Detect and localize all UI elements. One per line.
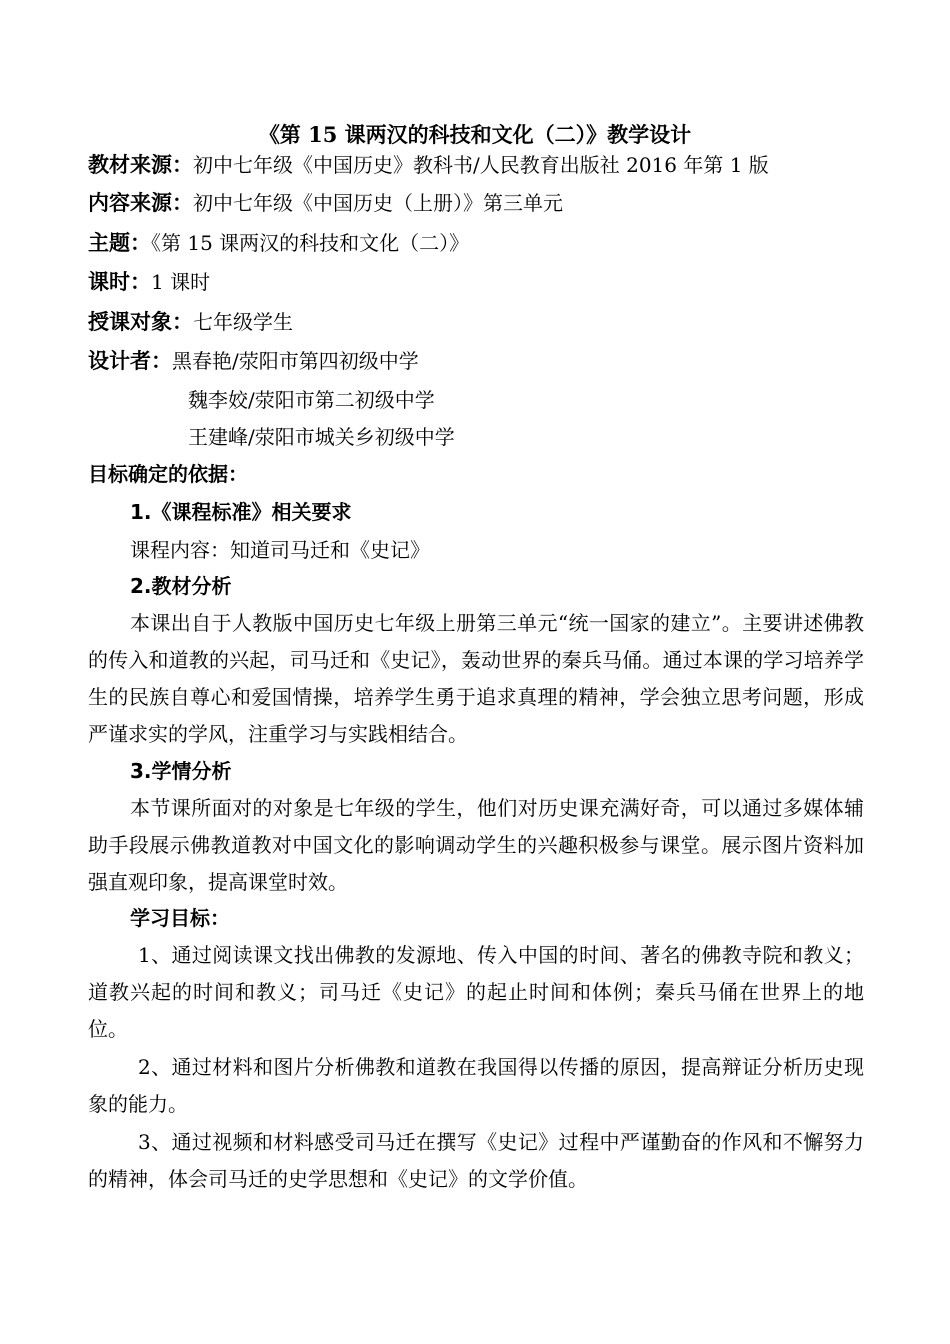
- source-material-label: 教材来源：: [88, 153, 193, 177]
- content-source-label: 内容来源：: [88, 191, 193, 215]
- topic-label: 主题：: [88, 231, 151, 255]
- meta-topic: [88, 230, 469, 256]
- goal-item-3: 3、通过视频和材料感受司马迁在撰写《史记》过程中严谨勤奋的作风和不懈努力的精神，体会司马迁的史学思想和《史记》的文学价值。: [88, 1130, 864, 1191]
- source-material-value: 初中七年级《中国历史》教科书/人民教育出版社 2016 年第 1 版: [193, 153, 769, 177]
- designer-1: 黑春艳/荥阳市第四初级中学: [172, 349, 419, 373]
- goals-heading: 学习目标：: [130, 906, 230, 930]
- meta-audience: [88, 309, 293, 335]
- section-1-heading: 1.《课程标准》相关要求: [130, 500, 352, 524]
- designer-2: 魏李姣/荥阳市第二初级中学: [188, 388, 435, 412]
- hours-label: 课时：: [88, 270, 151, 294]
- designer-3: 王建峰/荥阳市城关乡初级中学: [188, 425, 455, 449]
- meta-designer: [88, 348, 419, 374]
- hours-value: 1 课时: [151, 270, 211, 294]
- designer-label: 设计者：: [88, 349, 172, 373]
- meta-source-material: [88, 152, 769, 178]
- section-3-heading: 3.学情分析: [130, 759, 232, 783]
- goal-item-1: 1、通过阅读课文找出佛教的发源地、传入中国的时间、著名的佛教寺院和教义；道教兴起的时间和教义；司马迁《史记》的起止时间和体例；秦兵马俑在世界上的地位。: [88, 943, 864, 1041]
- topic-value: 《第 15 课两汉的科技和文化（二）》: [151, 231, 470, 255]
- meta-content-source: [88, 190, 563, 216]
- section-1-text: 课程内容：知道司马迁和《史记》: [130, 538, 430, 562]
- audience-label: 授课对象：: [88, 310, 193, 334]
- section-2-heading: 2.教材分析: [130, 574, 232, 598]
- audience-value: 七年级学生: [193, 310, 293, 334]
- section-3-paragraph: 本节课所面对的对象是七年级的学生，他们对历史课充满好奇，可以通过多媒体辅助手段展示佛教道教对中国文化的影响调动学生的兴趣积极参与课堂。展示图片资料加强直观印象，提高课堂时效。: [88, 796, 864, 894]
- basis-heading: 目标确定的依据：: [88, 462, 248, 486]
- document-title: 《第 15 课两汉的科技和文化（二）》教学设计: [258, 122, 692, 147]
- section-2-paragraph: 本课出自于人教版中国历史七年级上册第三单元“统一国家的建立”。主要讲述佛教的传入和道教的兴起，司马迁和《史记》，轰动世界的秦兵马俑。通过本课的学习培养学生的民族自尊心和爱国情操，培养学生勇于追求真理的精神，学会独立思考问题，形成严谨求实的学风，注重学习与实践相结合。: [88, 611, 864, 746]
- content-source-value: 初中七年级《中国历史（上册）》第三单元: [193, 191, 563, 215]
- meta-hours: [88, 269, 210, 295]
- goal-item-2: 2、通过材料和图片分析佛教和道教在我国得以传播的原因，提高辩证分析历史现象的能力。: [88, 1055, 864, 1116]
